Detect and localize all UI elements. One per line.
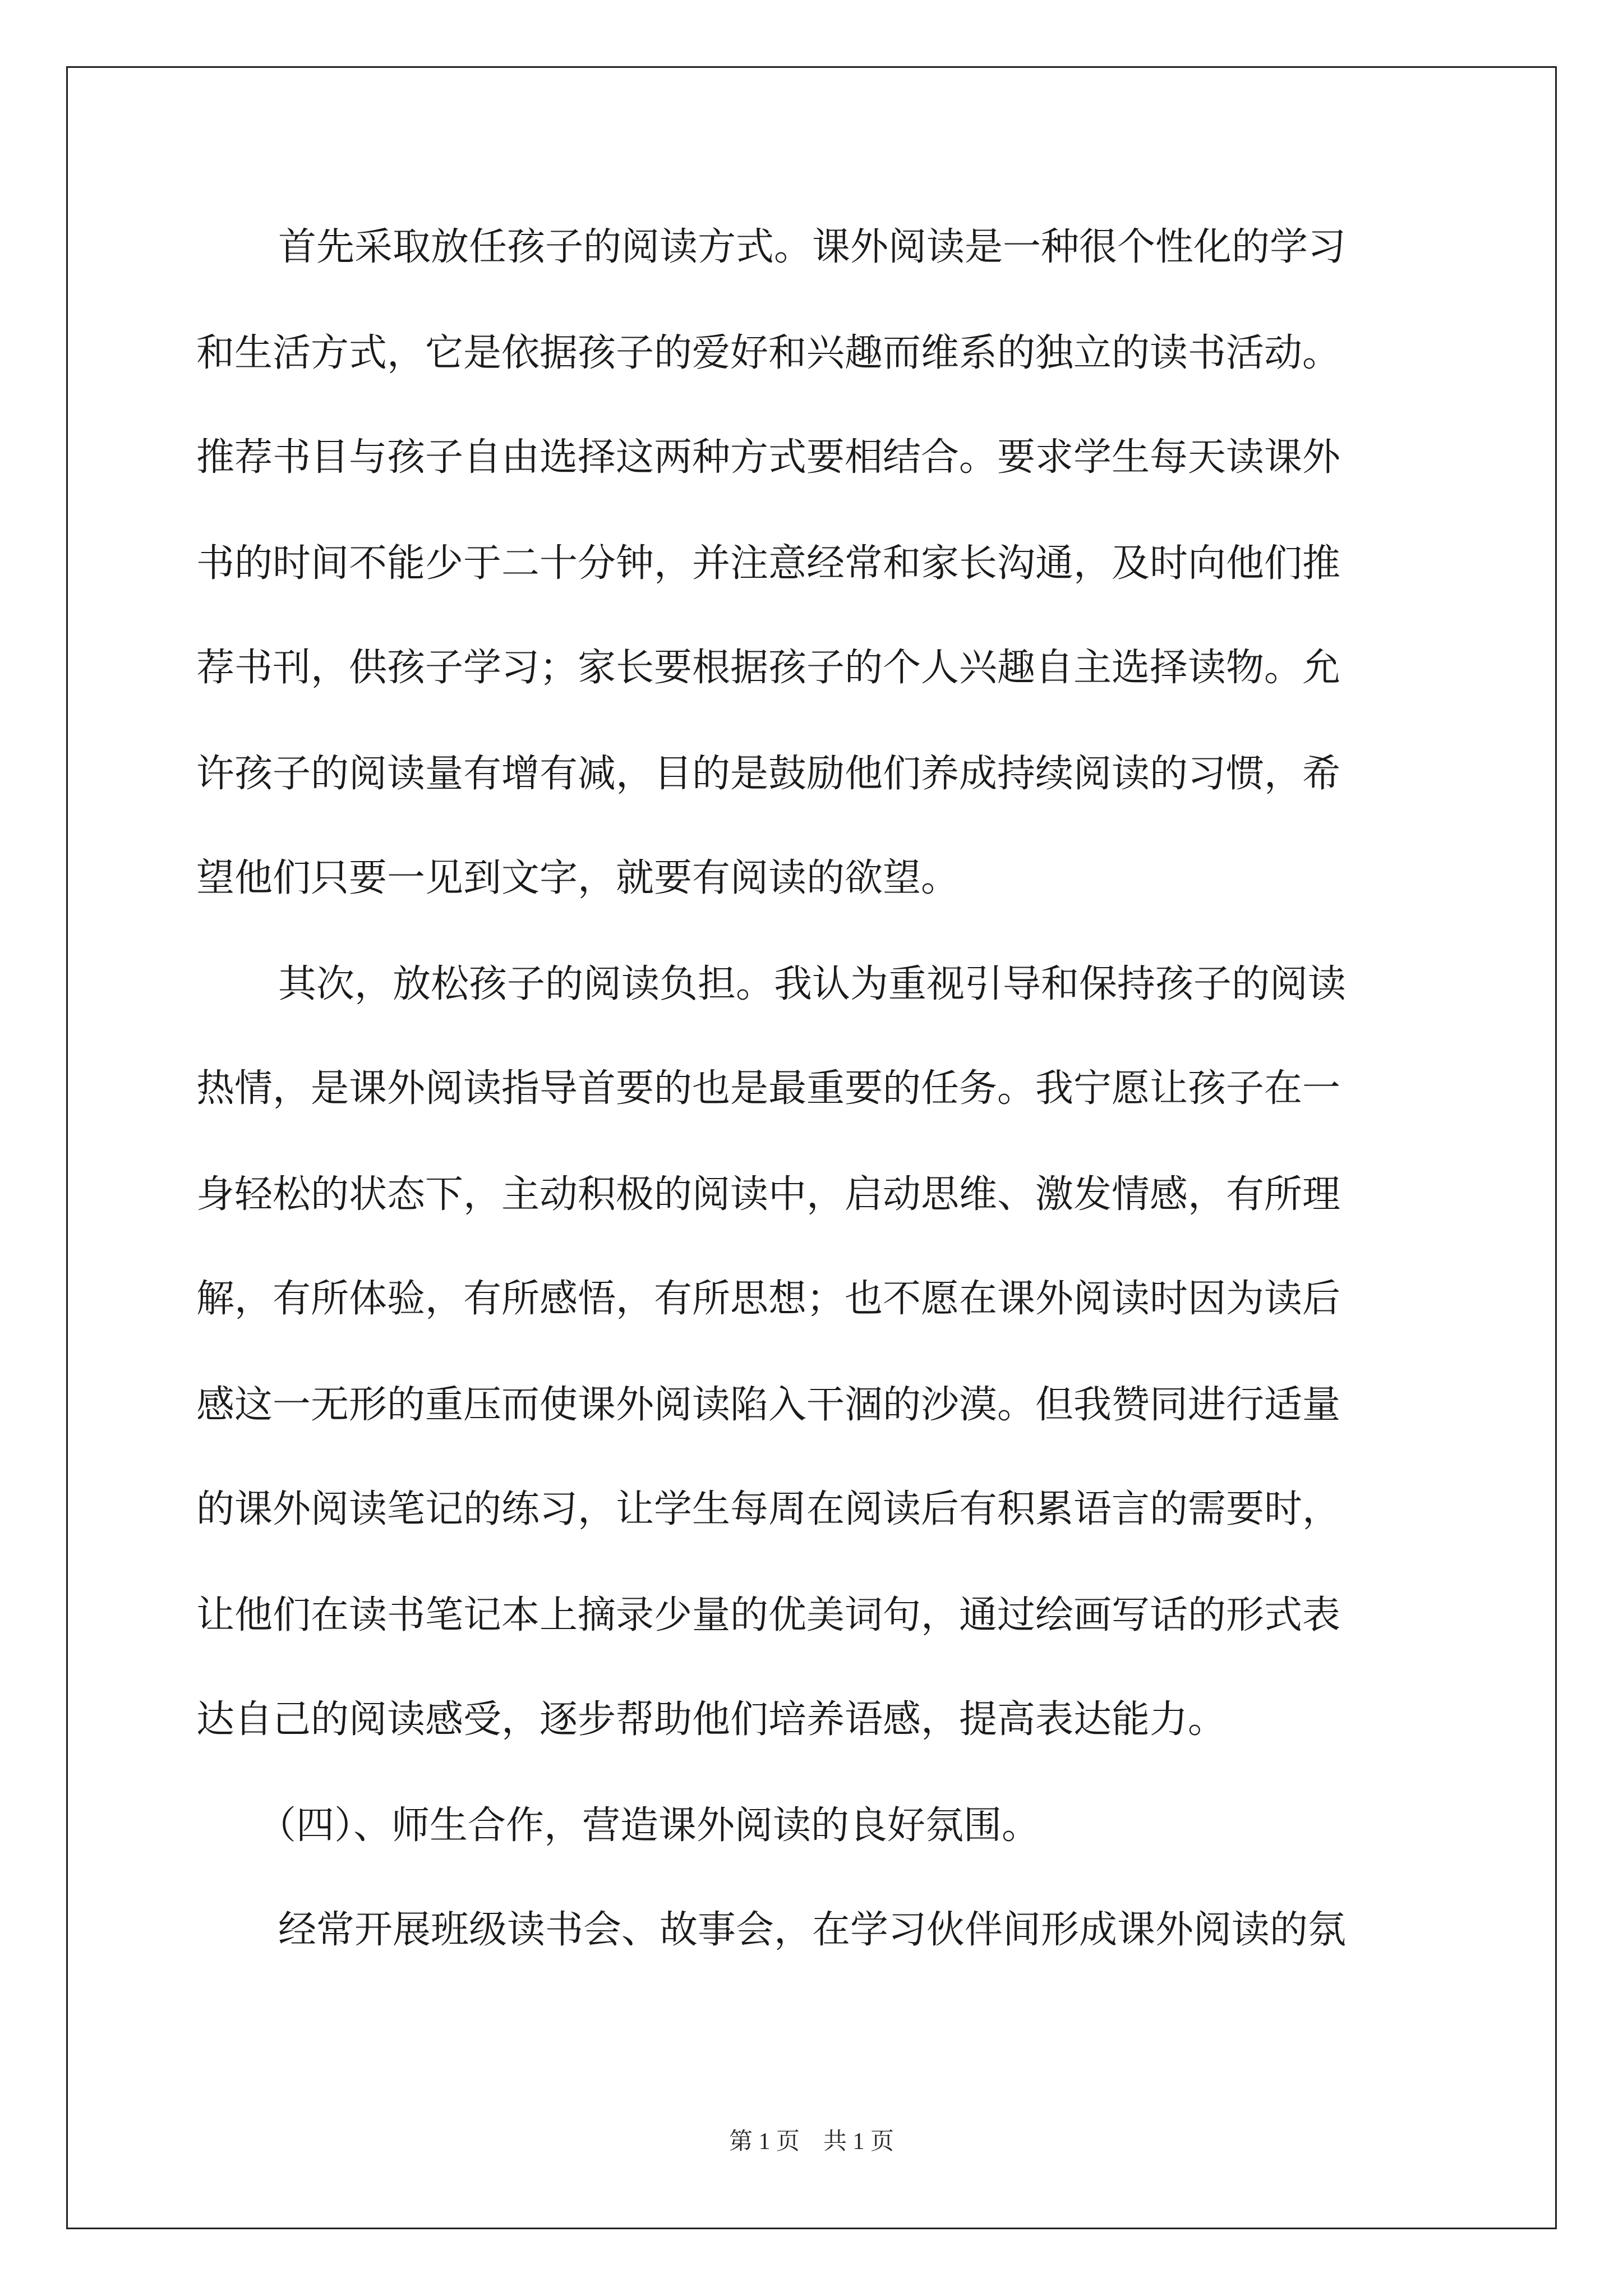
- paragraph-1-line-7: 望他们只要一见到文字，就要有阅读的欲望。: [196, 856, 960, 900]
- paragraph-1-line-2: 和生活方式，它是依据孩子的爱好和兴趣而维系的独立的读书活动。: [196, 331, 1341, 375]
- paragraph-2-line-5: 感这一无形的重压而使课外阅读陷入干涸的沙漠。但我赞同进行适量: [196, 1383, 1341, 1427]
- paragraph-1-line-4: 书的时间不能少于二十分钟，并注意经常和家长沟通，及时向他们推: [196, 541, 1341, 586]
- paragraph-2-line-4: 解，有所体验，有所感悟，有所思想；也不愿在课外阅读时因为读后: [196, 1277, 1341, 1321]
- paragraph-2-line-8: 达自己的阅读感受，逐步帮助他们培养语感，提高表达能力。: [196, 1697, 1227, 1742]
- paragraph-1-line-3: 推荐书目与孩子自由选择这两种方式要相结合。要求学生每天读课外: [196, 435, 1341, 480]
- paragraph-2-line-2: 热情，是课外阅读指导首要的也是最重要的任务。我宁愿让孩子在一: [196, 1066, 1341, 1111]
- page-number-footer: 第 1 页 共 1 页: [728, 2129, 894, 2155]
- paragraph-1-line-6: 许孩子的阅读量有增有减，目的是鼓励他们养成持续阅读的习惯，希: [196, 752, 1341, 796]
- paragraph-2-line-1: 其次，放松孩子的阅读负担。我认为重视引导和保持孩子的阅读: [278, 962, 1347, 1006]
- section-heading: （四）、师生合作，营造课外阅读的良好氛围。: [258, 1803, 1040, 1848]
- paragraph-4-line-1: 经常开展班级读书会、故事会，在学习伙伴间形成课外阅读的氛: [278, 1908, 1347, 1952]
- paragraph-1-line-5: 荐书刊，供孩子学习；家长要根据孩子的个人兴趣自主选择读物。允: [196, 646, 1341, 690]
- paragraph-2-line-6: 的课外阅读笔记的练习，让学生每周在阅读后有积累语言的需要时，: [196, 1487, 1341, 1531]
- paragraph-1-line-1: 首先采取放任孩子的阅读方式。课外阅读是一种很个性化的学习: [278, 225, 1347, 269]
- paragraph-2-line-7: 让他们在读书笔记本上摘录少量的优美词句，通过绘画写话的形式表: [196, 1593, 1341, 1637]
- paragraph-2-line-3: 身轻松的状态下，主动积极的阅读中，启动思维、激发情感，有所理: [196, 1172, 1341, 1217]
